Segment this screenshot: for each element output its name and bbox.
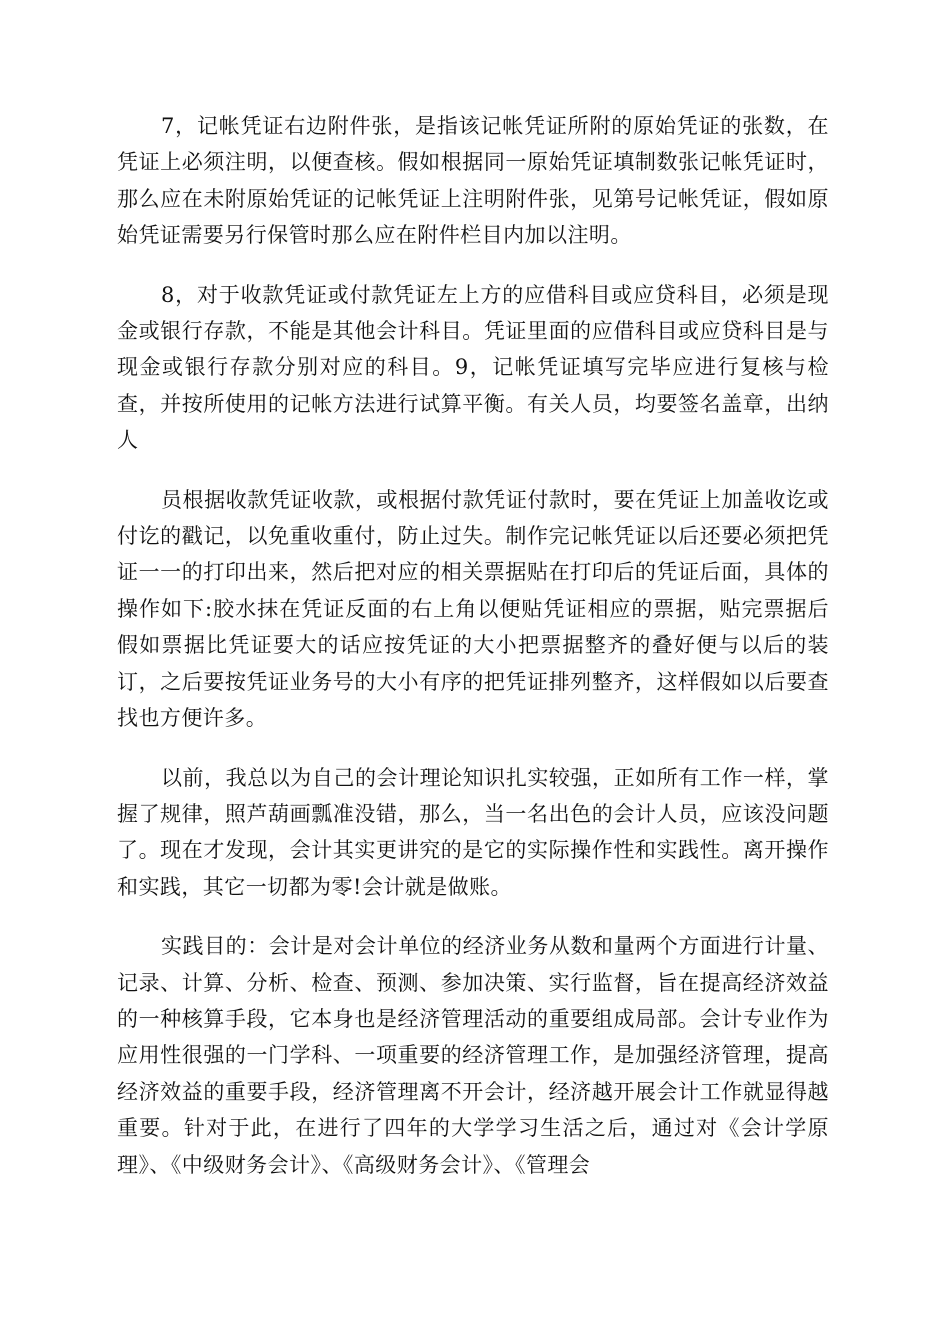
- paragraph-voucher-attachments: 7，记帐凭证右边附件张，是指该记帐凭证所附的原始凭证的张数，在凭证上必须注明，以便查核。假如根据同一原始凭证填制数张记帐凭证时，那么应在未附原始凭证的记帐凭证上注明附件张，见第号记帐凭证，假如原始凭证需要另行保管时那么应在附件栏目内加以注明。: [117, 114, 829, 248]
- paragraph-cashier-stamp: 员根据收款凭证收款，或根据付款凭证付款时，要在凭证上加盖收讫或付讫的戳记，以免重收重付，防止过失。制作完记帐凭证以后还要必须把凭证一一的打印出来，然后把对应的相关票据贴在打印后的凭证后面，具体的操作如下:胶水抹在凭证反面的右上角以便贴凭证相应的票据，贴完票据后假如票据比凭证要大的话应按凭证的大小把票据整齐的叠好便与以后的装订，之后要按凭证业务号的大小有序的把凭证排列整齐，这样假如以后要查找也方便许多。: [117, 487, 829, 731]
- paragraph-practice-reflection: 以前，我总以为自己的会计理论知识扎实较强，正如所有工作一样，掌握了规律，照芦葫画瓢准没错，那么，当一名出色的会计人员，应该没问题了。现在才发现，会计其实更讲究的是它的实际操作性和实践性。离开操作和实践，其它一切都为零!会计就是做账。: [117, 765, 829, 899]
- paragraph-practice-purpose: 实践目的：会计是对会计单位的经济业务从数和量两个方面进行计量、记录、计算、分析、检查、预测、参加决策、实行监督，旨在提高经济效益的一种核算手段，它本身也是经济管理活动的重要组成局部。会计专业作为应用性很强的一门学科、一项重要的经济管理工作，是加强经济管理，提高经济效益的重要手段，经济管理离不开会计，经济越开展会计工作就显得越重要。针对于此，在进行了四年的大学学习生活之后，通过对《会计学原理》、《中级财务会计》、《高级财务会计》、《管理会: [117, 934, 829, 1177]
- document-body: [117, 108, 829, 1206]
- paragraph-debit-credit-accounts: 8，对于收款凭证或付款凭证左上方的应借科目或应贷科目，必须是现金或银行存款，不能是其他会计科目。凭证里面的应借科目或应贷科目是与现金或银行存款分别对应的科目。9，记帐凭证填写完毕应进行复核与检查，并按所使用的记帐方法进行试算平衡。有关人员，均要签名盖章，出纳人: [117, 282, 829, 453]
